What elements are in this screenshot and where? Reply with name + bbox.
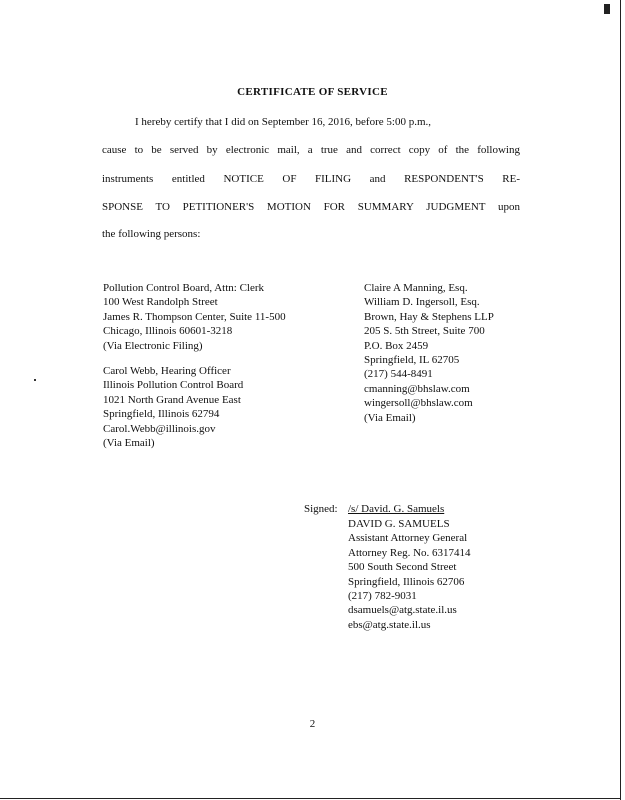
address-line: Carol.Webb@illinois.gov <box>103 422 216 435</box>
signer-line: Attorney Reg. No. 6317414 <box>348 546 471 559</box>
signer-line: DAVID G. SAMUELS <box>348 518 450 530</box>
address-line: P.O. Box 2459 <box>364 339 429 352</box>
address-line: Springfield, IL 62705 <box>364 354 460 367</box>
address-line: Carol Webb, Hearing Officer <box>103 365 231 377</box>
address-line: (Via Electronic Filing) <box>103 339 203 352</box>
paragraph-line: SPONSE TO PETITIONER'S MOTION FOR SUMMARY JUDGMENT upon <box>102 201 520 213</box>
address-line: wingersoll@bhslaw.com <box>364 397 473 410</box>
document-title: CERTIFICATE OF SERVICE <box>237 86 388 98</box>
address-line: (Via Email) <box>103 437 155 450</box>
address-line: Chicago, Illinois 60601-3218 <box>103 325 233 338</box>
signer-line: (217) 782-9031 <box>348 590 417 603</box>
address-line: Illinois Pollution Control Board <box>103 379 244 392</box>
address-line: Claire A Manning, Esq. <box>364 282 468 294</box>
signer-line: ebs@atg.state.il.us <box>348 618 431 631</box>
signature: /s/ David. G. Samuels <box>348 503 445 515</box>
address-line: 100 West Randolph Street <box>103 296 218 309</box>
page-border <box>0 798 621 799</box>
address-line: (217) 544-8491 <box>364 368 433 381</box>
page-number: 2 <box>309 718 316 730</box>
address-line: 205 S. 5th Street, Suite 700 <box>364 325 485 338</box>
paragraph-line: cause to be served by electronic mail, a true and correct copy of the following <box>102 144 520 156</box>
recipient-hearing-officer <box>103 364 243 450</box>
scan-mark <box>604 4 610 14</box>
address-line: Brown, Hay & Stephens LLP <box>364 310 494 323</box>
paragraph-line: I hereby certify that I did on September 16, 2016, before 5:00 p.m., <box>135 116 432 128</box>
signed-label: Signed: <box>304 503 338 515</box>
signer-line: dsamuels@atg.state.il.us <box>348 604 457 617</box>
signer-line: 500 South Second Street <box>348 561 457 574</box>
address-line: (Via Email) <box>364 411 416 424</box>
signer-line: Assistant Attorney General <box>348 532 468 545</box>
signer-block <box>348 517 471 632</box>
signer-line: Springfield, Illinois 62706 <box>348 575 465 588</box>
address-line: Pollution Control Board, Attn: Clerk <box>103 282 265 294</box>
scan-mark <box>34 379 36 381</box>
address-line: 1021 North Grand Avenue East <box>103 393 241 406</box>
address-line: Springfield, Illinois 62794 <box>103 408 220 421</box>
address-line: cmanning@bhslaw.com <box>364 382 470 395</box>
paragraph-line: the following persons: <box>102 228 201 240</box>
address-line: James R. Thompson Center, Suite 11-500 <box>103 310 286 323</box>
paragraph-line: instruments entitled NOTICE OF FILING and RESPONDENT'S RE- <box>102 173 520 185</box>
recipient-pollution-control-board <box>103 281 286 353</box>
address-line: William D. Ingersoll, Esq. <box>364 296 480 309</box>
page-border <box>620 0 621 800</box>
recipient-counsel <box>364 281 494 425</box>
